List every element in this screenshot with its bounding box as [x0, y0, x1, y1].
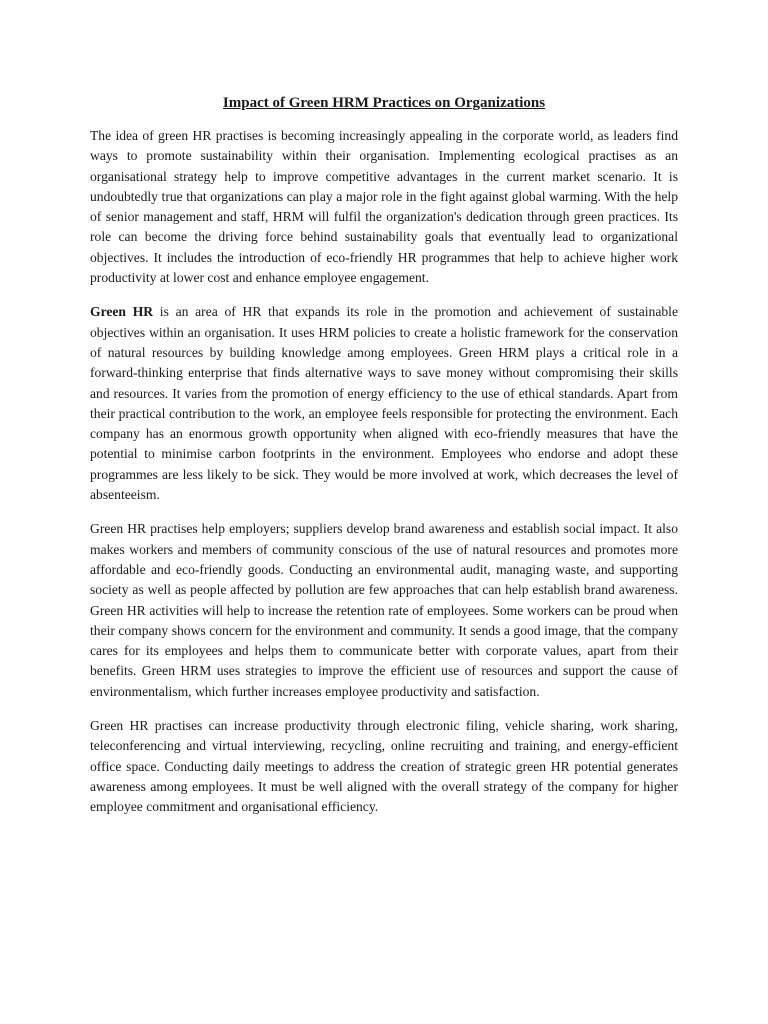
paragraph-green-hr — [90, 302, 678, 505]
paragraph-intro — [90, 126, 678, 288]
paragraph-productivity — [90, 716, 678, 817]
document-page — [90, 92, 678, 832]
document-title: Impact of Green HRM Practices on Organizations — [222, 95, 546, 111]
paragraph-text: Green HR practises can increase productivity through electronic filing, vehicle sharing, work sharing, teleconferencing and virtual interviewing, recycling, online recruiting and training, and energy-efficient office space. Conducting daily meetings to address the creation of strategic green HR potential generates awareness among employees. It must be well aligned with the overall strategy of the company for higher employee commitment and organisational efficiency. — [90, 718, 678, 815]
paragraph-text: The idea of green HR practises is becoming increasingly appealing in the corporate world, as leaders find ways to promote sustainability within their organisation. Implementing ecological practises as an organisational strategy help to improve competitive advantages in the current market scenario. It is undoubtedly true that organizations can play a major role in the fight against global warming. With the help of senior management and staff, HRM will fulfil the organization's dedication through green practices. Its role can become the driving force behind sustainability goals that eventually lead to organizational objectives. It includes the introduction of eco-friendly HR programmes that help to achieve higher work productivity at lower cost and enhance employee engagement. — [90, 128, 678, 286]
paragraph-brand-awareness — [90, 519, 678, 702]
paragraph-text: is an area of HR that expands its role in the promotion and achievement of sustainable objectives within an organisation. It uses HRM policies to create a holistic framework for the conservation of natural resources by building knowledge among employees. Green HRM plays a critical role in a forward-thinking enterprise that finds alternative ways to save money without compromising their skills and resources. It varies from the promotion of energy efficiency to the use of ethical standards. Apart from their practical contribution to the work, an employee feels responsible for protecting the environment. Each company has an enormous growth opportunity when aligned with eco-friendly measures that have the potential to minimise carbon footprints in the environment. Employees who endorse and adopt these programmes are less likely to be sick. They would be more involved at work, which decreases the level of absenteeism. — [90, 304, 678, 503]
paragraph-text: Green HR practises help employers; suppliers develop brand awareness and establish social impact. It also makes workers and members of community conscious of the use of natural resources and promotes more affordable and eco-friendly goods. Conducting an environmental audit, managing waste, and supporting society as well as people affected by pollution are few approaches that can help establish brand awareness. Green HR activities will help to increase the retention rate of employees. Some workers can be proud when their company shows concern for the environment and community. It sends a good image, that the company cares for its employees and helps them to communicate better with corporate values, apart from their benefits. Green HRM uses strategies to improve the efficient use of resources and support the cause of environmentalism, which further increases employee productivity and satisfaction. — [90, 521, 678, 699]
paragraph-lead-bold: Green HR — [90, 304, 154, 320]
